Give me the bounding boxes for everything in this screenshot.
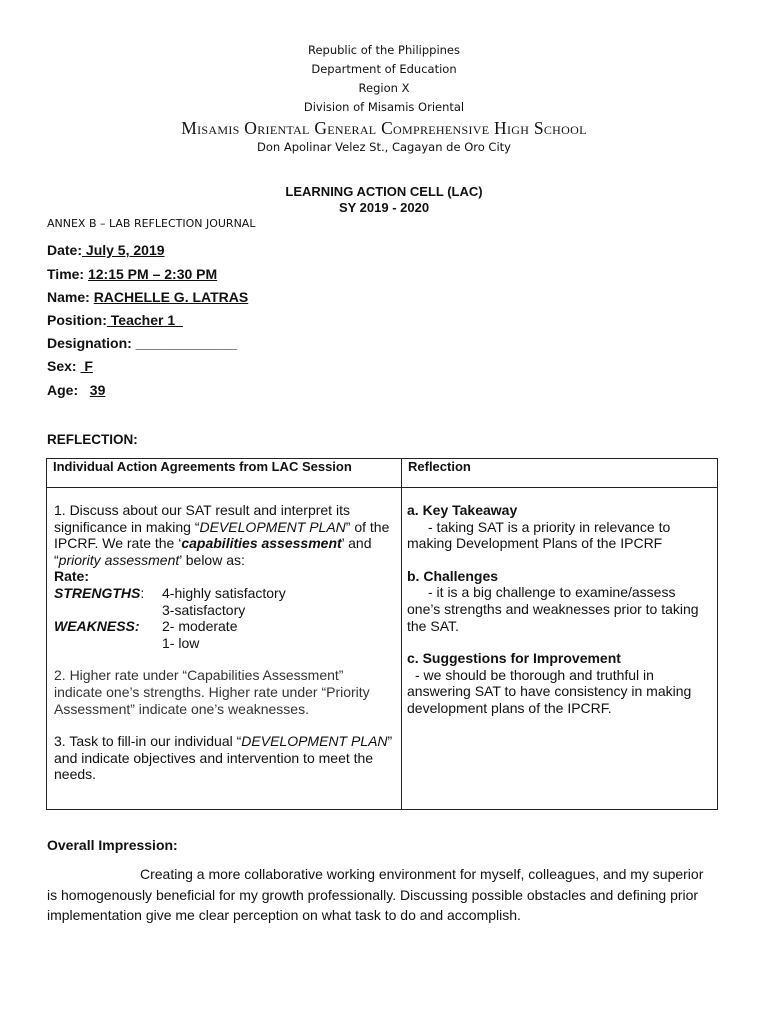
strengths-label: STRENGTHS xyxy=(54,584,141,601)
agreement-item-1: 1. Discuss about our SAT result and interpret its significance in making “DEVELOPMENT PLAN” of the IPCRF. We rate the ‘capabilities assessment’ and “priority assessment’ below as: xyxy=(54,502,390,568)
key-takeaway-text: - taking SAT is a priority in relevance to making Development Plans of the IPCRF xyxy=(407,518,671,552)
strengths-row: STRENGTHS: 4-highly satisfactory xyxy=(54,584,286,601)
document-title: LEARNING ACTION CELL (LAC) xyxy=(285,184,483,199)
col-header-agreements: Individual Action Agreements from LAC Session xyxy=(47,459,402,488)
overall-impression-text: Creating a more collaborative working environment for myself, colleagues, and my superior is homogenously beneficial for my growth professionally. Discussing possible obstacles and defining prior implementation give me clear perception on what task to do and accomplish. xyxy=(47,866,704,923)
sex-label: Sex: xyxy=(47,358,77,374)
position-value: Teacher 1 xyxy=(106,312,183,328)
sex-value: F xyxy=(80,358,93,374)
col-header-reflection: Reflection xyxy=(402,459,718,488)
name-label: Name: xyxy=(47,289,90,305)
designation-field xyxy=(47,335,237,351)
suggestions-text: - we should be thorough and truthful in answering SAT to have consistency in making development plans of the IPCRF. xyxy=(407,666,692,716)
date-value: July 5, 2019 xyxy=(82,242,165,258)
time-value: 12:15 PM – 2:30 PM xyxy=(87,266,218,282)
designation-label: Designation: xyxy=(47,335,132,351)
key-takeaway-title: a. Key Takeaway xyxy=(407,502,518,518)
time-label: Time: xyxy=(47,266,85,282)
agreement-item-3: 3. Task to fill-in our individual “DEVELOPMENT PLAN” and indicate objectives and intervention to meet the needs. xyxy=(54,733,393,783)
designation-value: _____________ xyxy=(135,335,237,351)
strengths-rate-4: 4-highly satisfactory xyxy=(162,584,286,601)
rate-label: Rate: xyxy=(54,568,90,585)
time-field xyxy=(47,266,217,282)
weakness-rate-2: 2- moderate xyxy=(162,618,238,635)
challenges-text: - it is a big challenge to examine/assess one’s strengths and weaknesses prior to taking the SAT. xyxy=(407,584,699,634)
date-field xyxy=(47,242,165,258)
suggestions-title: c. Suggestions for Improvement xyxy=(407,650,621,667)
name-field xyxy=(47,289,248,305)
table-row xyxy=(47,488,718,810)
header-region: Region X xyxy=(358,81,410,95)
header-department: Department of Education xyxy=(311,62,457,76)
agreements-cell xyxy=(47,488,402,810)
sex-field xyxy=(47,358,93,374)
position-label: Position: xyxy=(47,312,107,328)
strengths-rate-3: 3-satisfactory xyxy=(162,601,246,618)
overall-impression-label: Overall Impression: xyxy=(47,837,178,853)
table-header-row xyxy=(47,459,718,488)
position-field xyxy=(47,312,183,328)
weakness-label: WEAKNESS: xyxy=(54,618,140,635)
weakness-row xyxy=(54,618,394,635)
lac-reflection-table xyxy=(46,458,718,810)
age-label: Age: xyxy=(47,382,79,398)
reflection-label: REFLECTION: xyxy=(47,432,138,447)
school-name: Misamis Oriental General Comprehensive High School xyxy=(181,118,587,138)
age-field xyxy=(47,382,105,398)
school-address: Don Apolinar Velez St., Cagayan de Oro City xyxy=(257,140,511,154)
header-division: Division of Misamis Oriental xyxy=(303,100,465,114)
agreement-item-2: 2. Higher rate under “Capabilities Assessment” indicate one’s strengths. Higher rate under “Priority Assessment” indicate one’s weaknesses. xyxy=(54,667,370,717)
date-label: Date: xyxy=(47,242,83,258)
reflection-cell xyxy=(402,488,718,810)
header-republic: Republic of the Philippines xyxy=(307,43,461,57)
annex-label: ANNEX B – LAB REFLECTION JOURNAL xyxy=(47,217,256,230)
school-year: SY 2019 - 2020 xyxy=(338,200,430,215)
name-value: RACHELLE G. LATRAS xyxy=(93,289,249,305)
challenges-title: b. Challenges xyxy=(407,567,499,584)
weakness-rate-1: 1- low xyxy=(162,634,200,651)
age-value: 39 xyxy=(89,382,106,398)
